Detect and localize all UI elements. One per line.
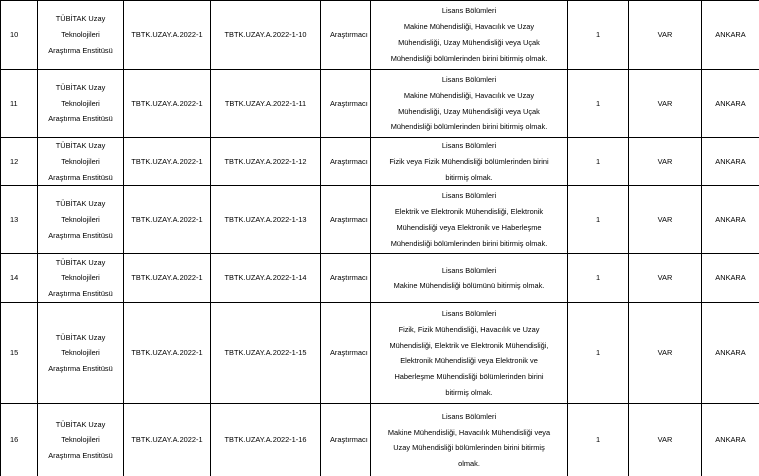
institution-cell xyxy=(38,70,124,138)
city-cell: ANKARA xyxy=(702,70,759,138)
requirements-cell-line: Fizik veya Fizik Mühendisliği bölümlerinden birini xyxy=(389,156,549,166)
city-cell: ANKARA xyxy=(702,186,759,254)
row-number: 10 xyxy=(1,1,38,70)
row-number: 16 xyxy=(1,404,38,476)
requirements-cell-line: Elektronik Mühendisliği veya Elektronik ve xyxy=(400,356,538,366)
institution-cell-line: Araştırma Enstitüsü xyxy=(48,172,113,182)
requirements-cell-line: Mühendisliği, Uzay Mühendisliği veya Uçak xyxy=(398,106,540,116)
status-cell: VAR xyxy=(629,303,702,404)
city-cell: ANKARA xyxy=(702,303,759,404)
status-cell: VAR xyxy=(629,138,702,186)
position-title: Araştırmacı xyxy=(321,1,371,70)
institution-cell-line: Araştırma Enstitüsü xyxy=(48,451,113,461)
requirements-cell-line: Makine Mühendisliği bölümünü bitirmiş olmak. xyxy=(393,281,545,291)
requirements-cell-line: Makine Mühendisliği, Havacılık ve Uzay xyxy=(403,90,535,100)
institution-cell-line: Teknolojileri xyxy=(61,435,100,445)
position-count: 1 xyxy=(568,138,629,186)
requirements-cell-line: Mühendisliği, Elektrik ve Elektronik Mühendisliği, xyxy=(389,340,549,350)
requirements-cell-line: Fizik, Fizik Mühendisliği, Havacılık ve Uzay xyxy=(398,324,540,334)
announcement-code: TBTK.UZAY.A.2022-1 xyxy=(124,70,211,138)
requirements-cell-line: Uzay Mühendisliği bölümlerinden birini bitirmiş xyxy=(393,443,545,453)
institution-cell-line: Araştırma Enstitüsü xyxy=(48,230,113,240)
table-row xyxy=(1,254,759,303)
institution-cell-line: Araştırma Enstitüsü xyxy=(48,114,113,124)
row-number: 13 xyxy=(1,186,38,254)
table-row xyxy=(1,404,759,476)
requirements-cell-line: Makine Mühendisliği, Havacılık Mühendisliği veya xyxy=(387,427,551,437)
institution-cell xyxy=(38,186,124,254)
requirements-cell-line: Elektrik ve Elektronik Mühendisliği, Elektronik xyxy=(394,207,544,217)
requirements-cell-line: Lisans Bölümleri xyxy=(441,265,497,275)
table-row xyxy=(1,1,759,70)
position-title: Araştırmacı xyxy=(321,186,371,254)
requirements-cell-line: Lisans Bölümleri xyxy=(441,411,497,421)
institution-cell-line: TÜBİTAK Uzay xyxy=(55,14,106,24)
position-title: Araştırmacı xyxy=(321,138,371,186)
status-cell: VAR xyxy=(629,186,702,254)
city-cell: ANKARA xyxy=(702,138,759,186)
position-count: 1 xyxy=(568,186,629,254)
position-code: TBTK.UZAY.A.2022-1-12 xyxy=(211,138,321,186)
institution-cell xyxy=(38,1,124,70)
requirements-cell-line: Mühendisliği bölümlerinden birini bitirmiş olmak. xyxy=(390,238,548,248)
position-title: Araştırmacı xyxy=(321,254,371,303)
table-row xyxy=(1,186,759,254)
announcement-code: TBTK.UZAY.A.2022-1 xyxy=(124,1,211,70)
requirements-cell xyxy=(371,186,568,254)
institution-cell-line: TÜBİTAK Uzay xyxy=(55,199,106,209)
announcement-code: TBTK.UZAY.A.2022-1 xyxy=(124,138,211,186)
position-title: Araştırmacı xyxy=(321,303,371,404)
requirements-cell-line: Mühendisliği veya Elektronik ve Haberleşme xyxy=(396,222,542,232)
status-cell: VAR xyxy=(629,404,702,476)
institution-cell-line: Araştırma Enstitüsü xyxy=(48,45,113,55)
institution-cell xyxy=(38,254,124,303)
requirements-cell xyxy=(371,138,568,186)
position-code: TBTK.UZAY.A.2022-1-11 xyxy=(211,70,321,138)
institution-cell-line: Araştırma Enstitüsü xyxy=(48,289,113,299)
requirements-cell-line: Lisans Bölümleri xyxy=(441,309,497,318)
position-code: TBTK.UZAY.A.2022-1-14 xyxy=(211,254,321,303)
table-body xyxy=(1,1,759,476)
institution-cell-line: Araştırma Enstitüsü xyxy=(48,364,113,374)
announcement-code: TBTK.UZAY.A.2022-1 xyxy=(124,404,211,476)
requirements-cell-line: Lisans Bölümleri xyxy=(441,141,497,150)
requirements-cell-line: Lisans Bölümleri xyxy=(441,191,497,201)
row-number: 14 xyxy=(1,254,38,303)
city-cell: ANKARA xyxy=(702,254,759,303)
position-count: 1 xyxy=(568,254,629,303)
requirements-cell-line: Haberleşme Mühendisliği bölümlerinden birini xyxy=(394,372,544,382)
requirements-cell-line: bitirmiş olmak. xyxy=(445,387,493,397)
announcement-code: TBTK.UZAY.A.2022-1 xyxy=(124,254,211,303)
requirements-cell-line: Mühendisliği bölümlerinden birini bitirmiş olmak. xyxy=(390,53,548,63)
requirements-cell-line: olmak. xyxy=(458,459,480,469)
position-code: TBTK.UZAY.A.2022-1-15 xyxy=(211,303,321,404)
row-number: 12 xyxy=(1,138,38,186)
city-cell: ANKARA xyxy=(702,404,759,476)
position-count: 1 xyxy=(568,1,629,70)
table-row xyxy=(1,303,759,404)
institution-cell-line: Teknolojileri xyxy=(61,348,100,358)
position-code: TBTK.UZAY.A.2022-1-16 xyxy=(211,404,321,476)
institution-cell-line: TÜBİTAK Uzay xyxy=(55,332,106,342)
institution-cell-line: Teknolojileri xyxy=(61,273,100,283)
requirements-cell-line: Mühendisliği bölümlerinden birini bitirmiş olmak. xyxy=(390,122,548,132)
requirements-cell xyxy=(371,404,568,476)
requirements-cell xyxy=(371,1,568,70)
status-cell: VAR xyxy=(629,254,702,303)
position-count: 1 xyxy=(568,303,629,404)
requirements-cell-line: bitirmiş olmak. xyxy=(445,172,493,182)
status-cell: VAR xyxy=(629,1,702,70)
institution-cell-line: Teknolojileri xyxy=(61,156,100,166)
position-title: Araştırmacı xyxy=(321,70,371,138)
institution-cell-line: Teknolojileri xyxy=(61,30,100,40)
requirements-cell-line: Makine Mühendisliği, Havacılık ve Uzay xyxy=(403,22,535,32)
requirements-cell-line: Mühendisliği, Uzay Mühendisliği veya Uçak xyxy=(398,38,540,47)
status-cell: VAR xyxy=(629,70,702,138)
city-cell: ANKARA xyxy=(702,1,759,70)
institution-cell xyxy=(38,303,124,404)
institution-cell-line: TÜBİTAK Uzay xyxy=(55,82,106,92)
institution-cell xyxy=(38,404,124,476)
position-title: Araştırmacı xyxy=(321,404,371,476)
position-code: TBTK.UZAY.A.2022-1-10 xyxy=(211,1,321,70)
institution-cell-line: Teknolojileri xyxy=(61,214,100,224)
requirements-cell-line: Lisans Bölümleri xyxy=(441,74,497,84)
institution-cell-line: TÜBİTAK Uzay xyxy=(55,141,106,150)
requirements-cell xyxy=(371,303,568,404)
row-number: 15 xyxy=(1,303,38,404)
announcement-code: TBTK.UZAY.A.2022-1 xyxy=(124,186,211,254)
requirements-cell-line: Lisans Bölümleri xyxy=(441,6,497,16)
institution-cell-line: TÜBİTAK Uzay xyxy=(55,419,106,429)
position-count: 1 xyxy=(568,404,629,476)
announcement-code: TBTK.UZAY.A.2022-1 xyxy=(124,303,211,404)
requirements-cell xyxy=(371,70,568,138)
institution-cell xyxy=(38,138,124,186)
row-number: 11 xyxy=(1,70,38,138)
institution-cell-line: Teknolojileri xyxy=(61,98,100,108)
position-count: 1 xyxy=(568,70,629,138)
requirements-cell xyxy=(371,254,568,303)
table-row xyxy=(1,138,759,186)
institution-cell-line: TÜBİTAK Uzay xyxy=(55,257,106,267)
position-code: TBTK.UZAY.A.2022-1-13 xyxy=(211,186,321,254)
table-row xyxy=(1,70,759,138)
